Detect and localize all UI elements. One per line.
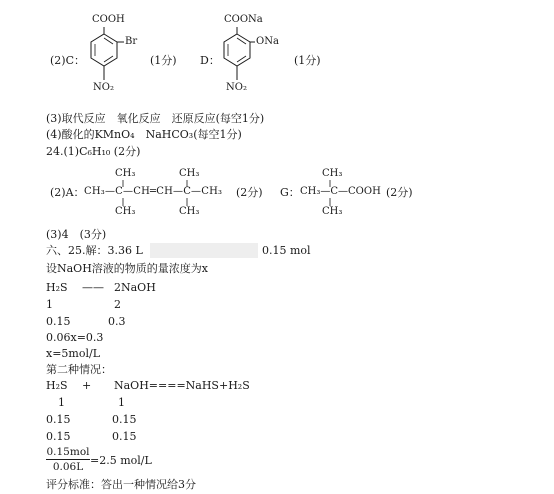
structure-c-bottom-group: NO₂: [93, 82, 114, 93]
equation-2-plus: +: [82, 379, 92, 392]
equation-2-right: NaOH====NaHS+H₂S: [114, 379, 250, 392]
question-25-prefix: 六、25.解：3.36 L: [46, 244, 143, 257]
ratio-1-b: 2: [114, 298, 121, 311]
answer-line-3-count: (3)4 (3分): [46, 228, 107, 241]
structure-a-methyl-bottom-2: CH₃: [179, 206, 200, 217]
structure-g-label: G：: [280, 186, 300, 199]
equation-1-left: H₂S: [46, 281, 68, 294]
equation-1-right: 2NaOH: [114, 281, 156, 294]
redacted-block: [150, 243, 258, 258]
calculation-line: 0.06x=0.3: [46, 331, 104, 344]
question-25-suffix: 0.15 mol: [262, 244, 311, 257]
structure-a-score: (2分): [236, 186, 263, 199]
structure-g-main-chain: CH₃—C—COOH: [300, 186, 381, 197]
second-case-heading: 第二种情况：: [46, 363, 112, 376]
structure-a-methyl-bottom-1: CH₃: [115, 206, 136, 217]
fraction-numerator: 0.15mol: [46, 446, 90, 458]
structure-a-main-chain: CH₃—C—CH═CH—C—CH₃: [84, 186, 223, 197]
answer-line-3: (3)取代反应 氧化反应 还原反应(每空1分): [46, 112, 265, 125]
structure-c-label: (2)C：: [50, 54, 85, 67]
fraction-result: =2.5 mol/L: [90, 454, 152, 467]
structure-a-bonds: [0, 0, 554, 230]
ratio-5-b: 0.15: [112, 430, 137, 443]
structure-d-score: (1分): [294, 54, 321, 67]
structure-g-score: (2分): [386, 186, 413, 199]
structure-a-methyl-top-2: CH₃: [179, 168, 200, 179]
fraction: [46, 446, 90, 473]
structure-a-methyl-top-1: CH₃: [115, 168, 136, 179]
structure-a-label: (2)A：: [50, 186, 85, 199]
question-24-line: 24.(1)C₆H₁₀ (2分): [46, 145, 141, 158]
fraction-bar: [46, 459, 90, 460]
fraction-denominator: 0.06L: [52, 461, 84, 473]
structure-c-top-group: COOH: [92, 14, 125, 25]
structure-c-score: (1分): [150, 54, 177, 67]
structure-d-top-group: COONa: [224, 14, 263, 25]
answer-line-4: (4)酸化的KMnO₄ NaHCO₃(每空1分): [46, 128, 242, 141]
result-line: x=5mol/L: [46, 347, 101, 360]
structure-c-substituent: Br: [125, 36, 138, 47]
structure-d-label: D：: [200, 54, 220, 67]
ratio-2-b: 0.3: [108, 315, 126, 328]
ratio-4-b: 0.15: [112, 413, 137, 426]
ratio-1-a: 1: [46, 298, 53, 311]
ratio-5-a: 0.15: [46, 430, 71, 443]
structure-g-methyl-bottom: CH₃: [322, 206, 343, 217]
equation-2-left: H₂S: [46, 379, 68, 392]
structure-g-methyl-top: CH₃: [322, 168, 343, 179]
ratio-2-a: 0.15: [46, 315, 71, 328]
ratio-3-b: 1: [118, 396, 125, 409]
assumption-line: 设NaOH溶液的物质的量浓度为x: [46, 262, 208, 275]
ratio-4-a: 0.15: [46, 413, 71, 426]
scoring-criteria: 评分标准：答出一种情况给3分: [46, 478, 196, 491]
equation-1-dash: ——: [82, 281, 104, 294]
structure-d-substituent: ONa: [256, 36, 279, 47]
ratio-3-a: 1: [58, 396, 65, 409]
structure-d-bottom-group: NO₂: [226, 82, 247, 93]
